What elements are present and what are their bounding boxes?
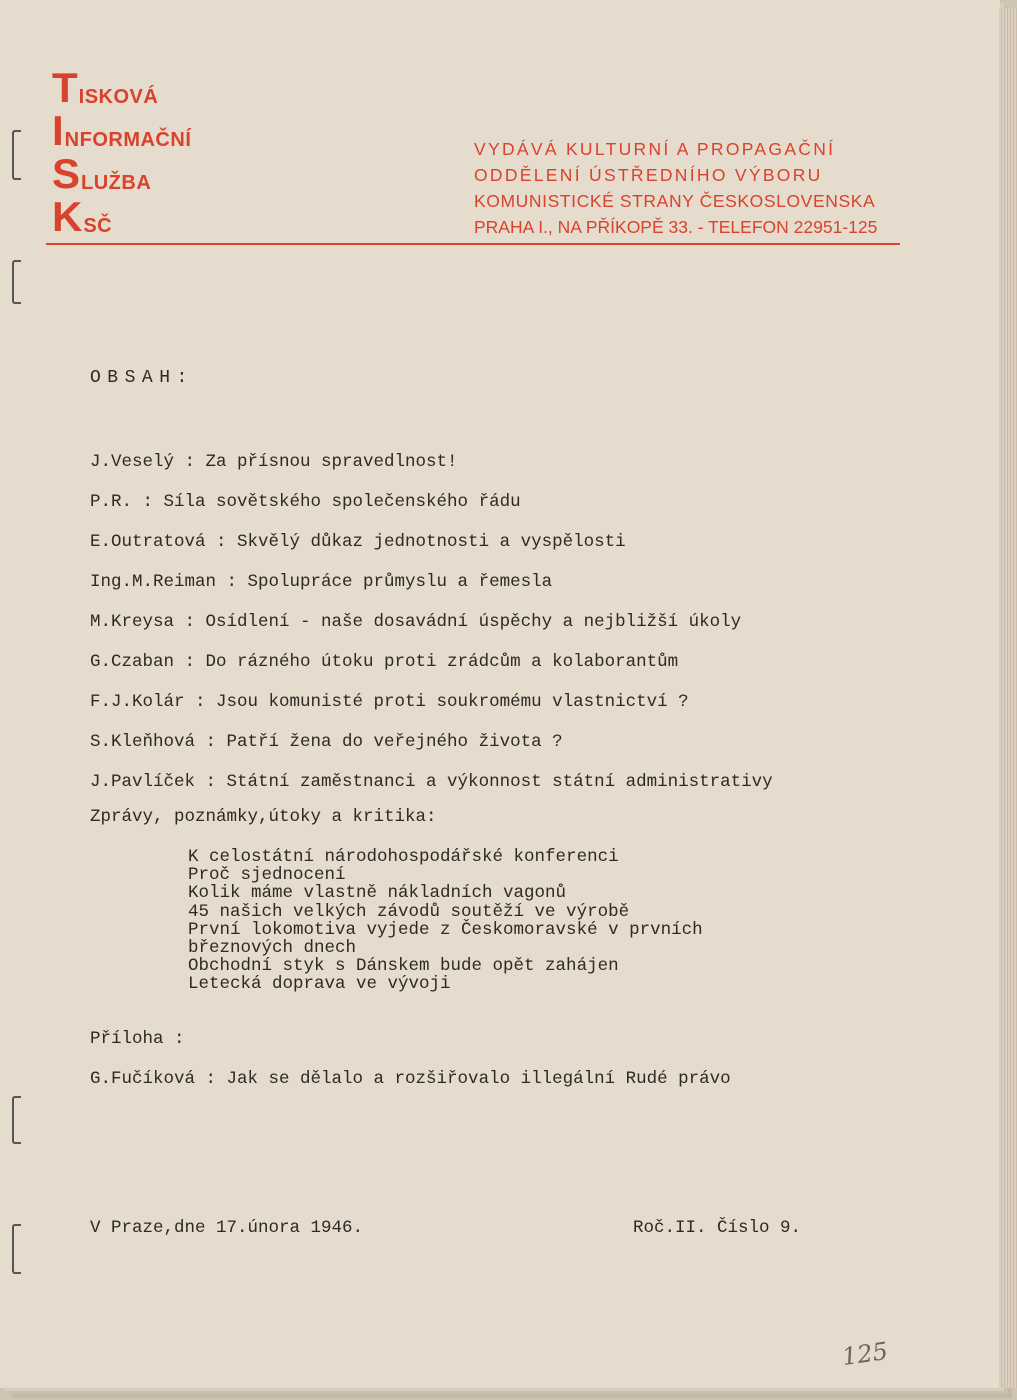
- logo-line: TISKOVÁ: [52, 64, 159, 111]
- toc-item: E.Outratová : Skvělý důkaz jednotnosti a vyspělosti: [90, 532, 626, 552]
- news-item: Letecká doprava ve vývoji: [188, 974, 451, 995]
- stacked-pages-edge: [999, 8, 1017, 1388]
- news-item: 45 našich velkých závodů soutěží ve výrobě: [188, 901, 630, 922]
- publisher-line: VYDÁVÁ KULTURNÍ A PROPAGAČNÍ: [474, 139, 836, 159]
- news-item: První lokomotiva vyjede z Českomoravské v prvních: [188, 919, 703, 940]
- tis-logo: [52, 66, 191, 238]
- toc-item: J.Pavlíček : Státní zaměstnanci a výkonnost státní administrativy: [90, 772, 773, 792]
- toc-item: J.Veselý : Za přísnou spravedlnost!: [90, 452, 458, 472]
- toc-item: Ing.M.Reiman : Spolupráce průmyslu a řemesla: [90, 572, 553, 592]
- news-item: březnových dnech: [188, 938, 357, 959]
- toc-item: P.R. : Síla sovětského společenského řádu: [90, 492, 521, 512]
- staple-mark: [12, 260, 21, 304]
- publisher-block: [474, 136, 904, 240]
- staple-mark: [12, 1224, 21, 1274]
- news-heading: Zprávy, poznámky,útoky a kritika:: [90, 807, 437, 827]
- publisher-line: ODDĚLENÍ ÚSTŘEDNÍHO VÝBORU: [474, 165, 823, 185]
- publisher-line: KOMUNISTICKÉ STRANY ČESKOSLOVENSKA: [474, 191, 876, 211]
- place-date: V Praze,dne 17.února 1946.: [90, 1218, 364, 1238]
- toc-item: F.J.Kolár : Jsou komunisté proti soukromému vlastnictví ?: [90, 692, 689, 712]
- news-item: Kolik máme vlastně nákladních vagonů: [188, 883, 567, 904]
- logo-line: KSČ: [52, 193, 113, 240]
- toc-item: M.Kreysa : Osídlení - naše dosavádní úspěchy a nejbližší úkoly: [90, 612, 742, 632]
- header-rule: [46, 243, 900, 245]
- toc-item: S.Kleňhová : Patří žena do veřejného života ?: [90, 732, 563, 752]
- news-item: Proč sjednocení: [188, 865, 346, 886]
- handwritten-folio-number: 125: [840, 1336, 890, 1372]
- logo-line: SLUŽBA: [52, 150, 152, 197]
- staple-mark: [12, 130, 21, 180]
- publisher-address: PRAHA I., NA PŘÍKOPĚ 33. - TELEFON 22951-125: [474, 217, 878, 237]
- staple-mark: [12, 1096, 21, 1144]
- logo-line: INFORMAČNÍ: [52, 107, 192, 154]
- appendix-heading: Příloha :: [90, 1029, 185, 1049]
- news-item: Obchodní styk s Dánskem bude opět zahájen: [188, 956, 619, 977]
- table-of-contents: [90, 450, 773, 810]
- appendix-item: G.Fučíková : Jak se dělalo a rozšiřovalo illegální Rudé právo: [90, 1069, 731, 1089]
- toc-item: G.Czaban : Do rázného útoku proti zrádcům a kolaborantům: [90, 652, 679, 672]
- issue-number: Roč.II. Číslo 9.: [633, 1218, 802, 1238]
- news-list: [188, 848, 703, 994]
- news-item: K celostátní národohospodářské konferenci: [188, 847, 619, 867]
- contents-heading: OBSAH:: [90, 368, 194, 388]
